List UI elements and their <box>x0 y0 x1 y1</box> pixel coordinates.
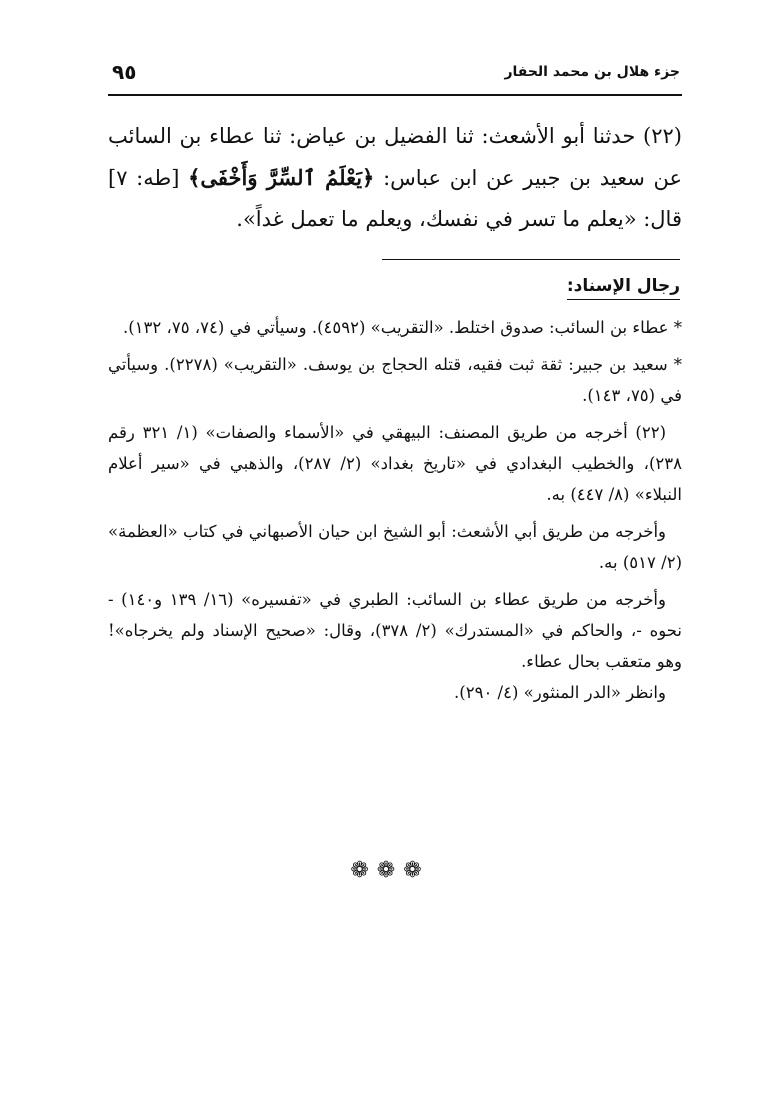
narrator-entry: * عطاء بن السائب: صدوق اختلط. «التقريب» (٤٥٩٢). وسيأتي في (٧٤، ٧٥، ١٣٢). <box>122 318 682 337</box>
footnote-separator <box>382 259 680 260</box>
takhrij-paragraph: (٢٢) أخرجه من طريق المصنف: البيهقي في «الأسماء والصفات» (١/ ٣٢١ رقم ٢٣٨)، والخطيب البغدادي في «تاريخ بغداد» (٢/ ٢٨٧)، والذهبي في «سير أعلام النبلاء» (٨/ ٤٤٧) به. <box>108 423 682 504</box>
footnotes <box>108 312 682 714</box>
book-title: جزء هلال بن محمد الحفار <box>504 64 680 80</box>
takhrij-paragraph: وأخرجه من طريق أبي الأشعث: أبو الشيخ ابن حيان الأصبهاني في كتاب «العظمة» (٢/ ٥١٧) به. <box>108 522 682 572</box>
page-number: ٩٥ <box>112 60 137 84</box>
narrator-entry: * سعيد بن جبير: ثقة ثبت فقيه، قتله الحجاج بن يوسف. «التقريب» (٢٢٧٨). وسيأتي في (٧٥، ١٤٣). <box>108 355 682 405</box>
section-end-ornament: ❁❁❁ <box>350 858 430 883</box>
hadith-isnad: (٢٢) حدثنا أبو الأشعث: ثنا الفضيل بن عياض: ثنا عطاء بن السائب عن سعيد بن جبير عن ابن عباس: <box>108 124 682 190</box>
quran-reference: [طه: ٧] <box>108 166 180 190</box>
takhrij-paragraph: وأخرجه من طريق عطاء بن السائب: الطبري في «تفسيره» (١٦/ ١٣٩ و١٤٠) - نحوه -، والحاكم في «المستدرك» (٢/ ٣٧٨)، وقال: «صحيح الإسناد ولم يخرجاه»! وهو متعقب بحال عطاء. <box>108 590 683 671</box>
hadith-text <box>108 116 682 240</box>
quran-verse: ﴿يَعْلَمُ ٱلسِّرَّ وَأَخْفَى﴾ <box>188 165 375 190</box>
hadith-matn: قال: «يعلم ما تسر في نفسك، ويعلم ما تعمل غداً». <box>236 207 682 231</box>
running-header <box>108 58 682 96</box>
hadith-paragraph <box>108 116 682 240</box>
narrators-heading: رجال الإسناد: <box>567 276 680 300</box>
takhrij-paragraph: وانظر «الدر المنثور» (٤/ ٢٩٠). <box>454 683 666 702</box>
